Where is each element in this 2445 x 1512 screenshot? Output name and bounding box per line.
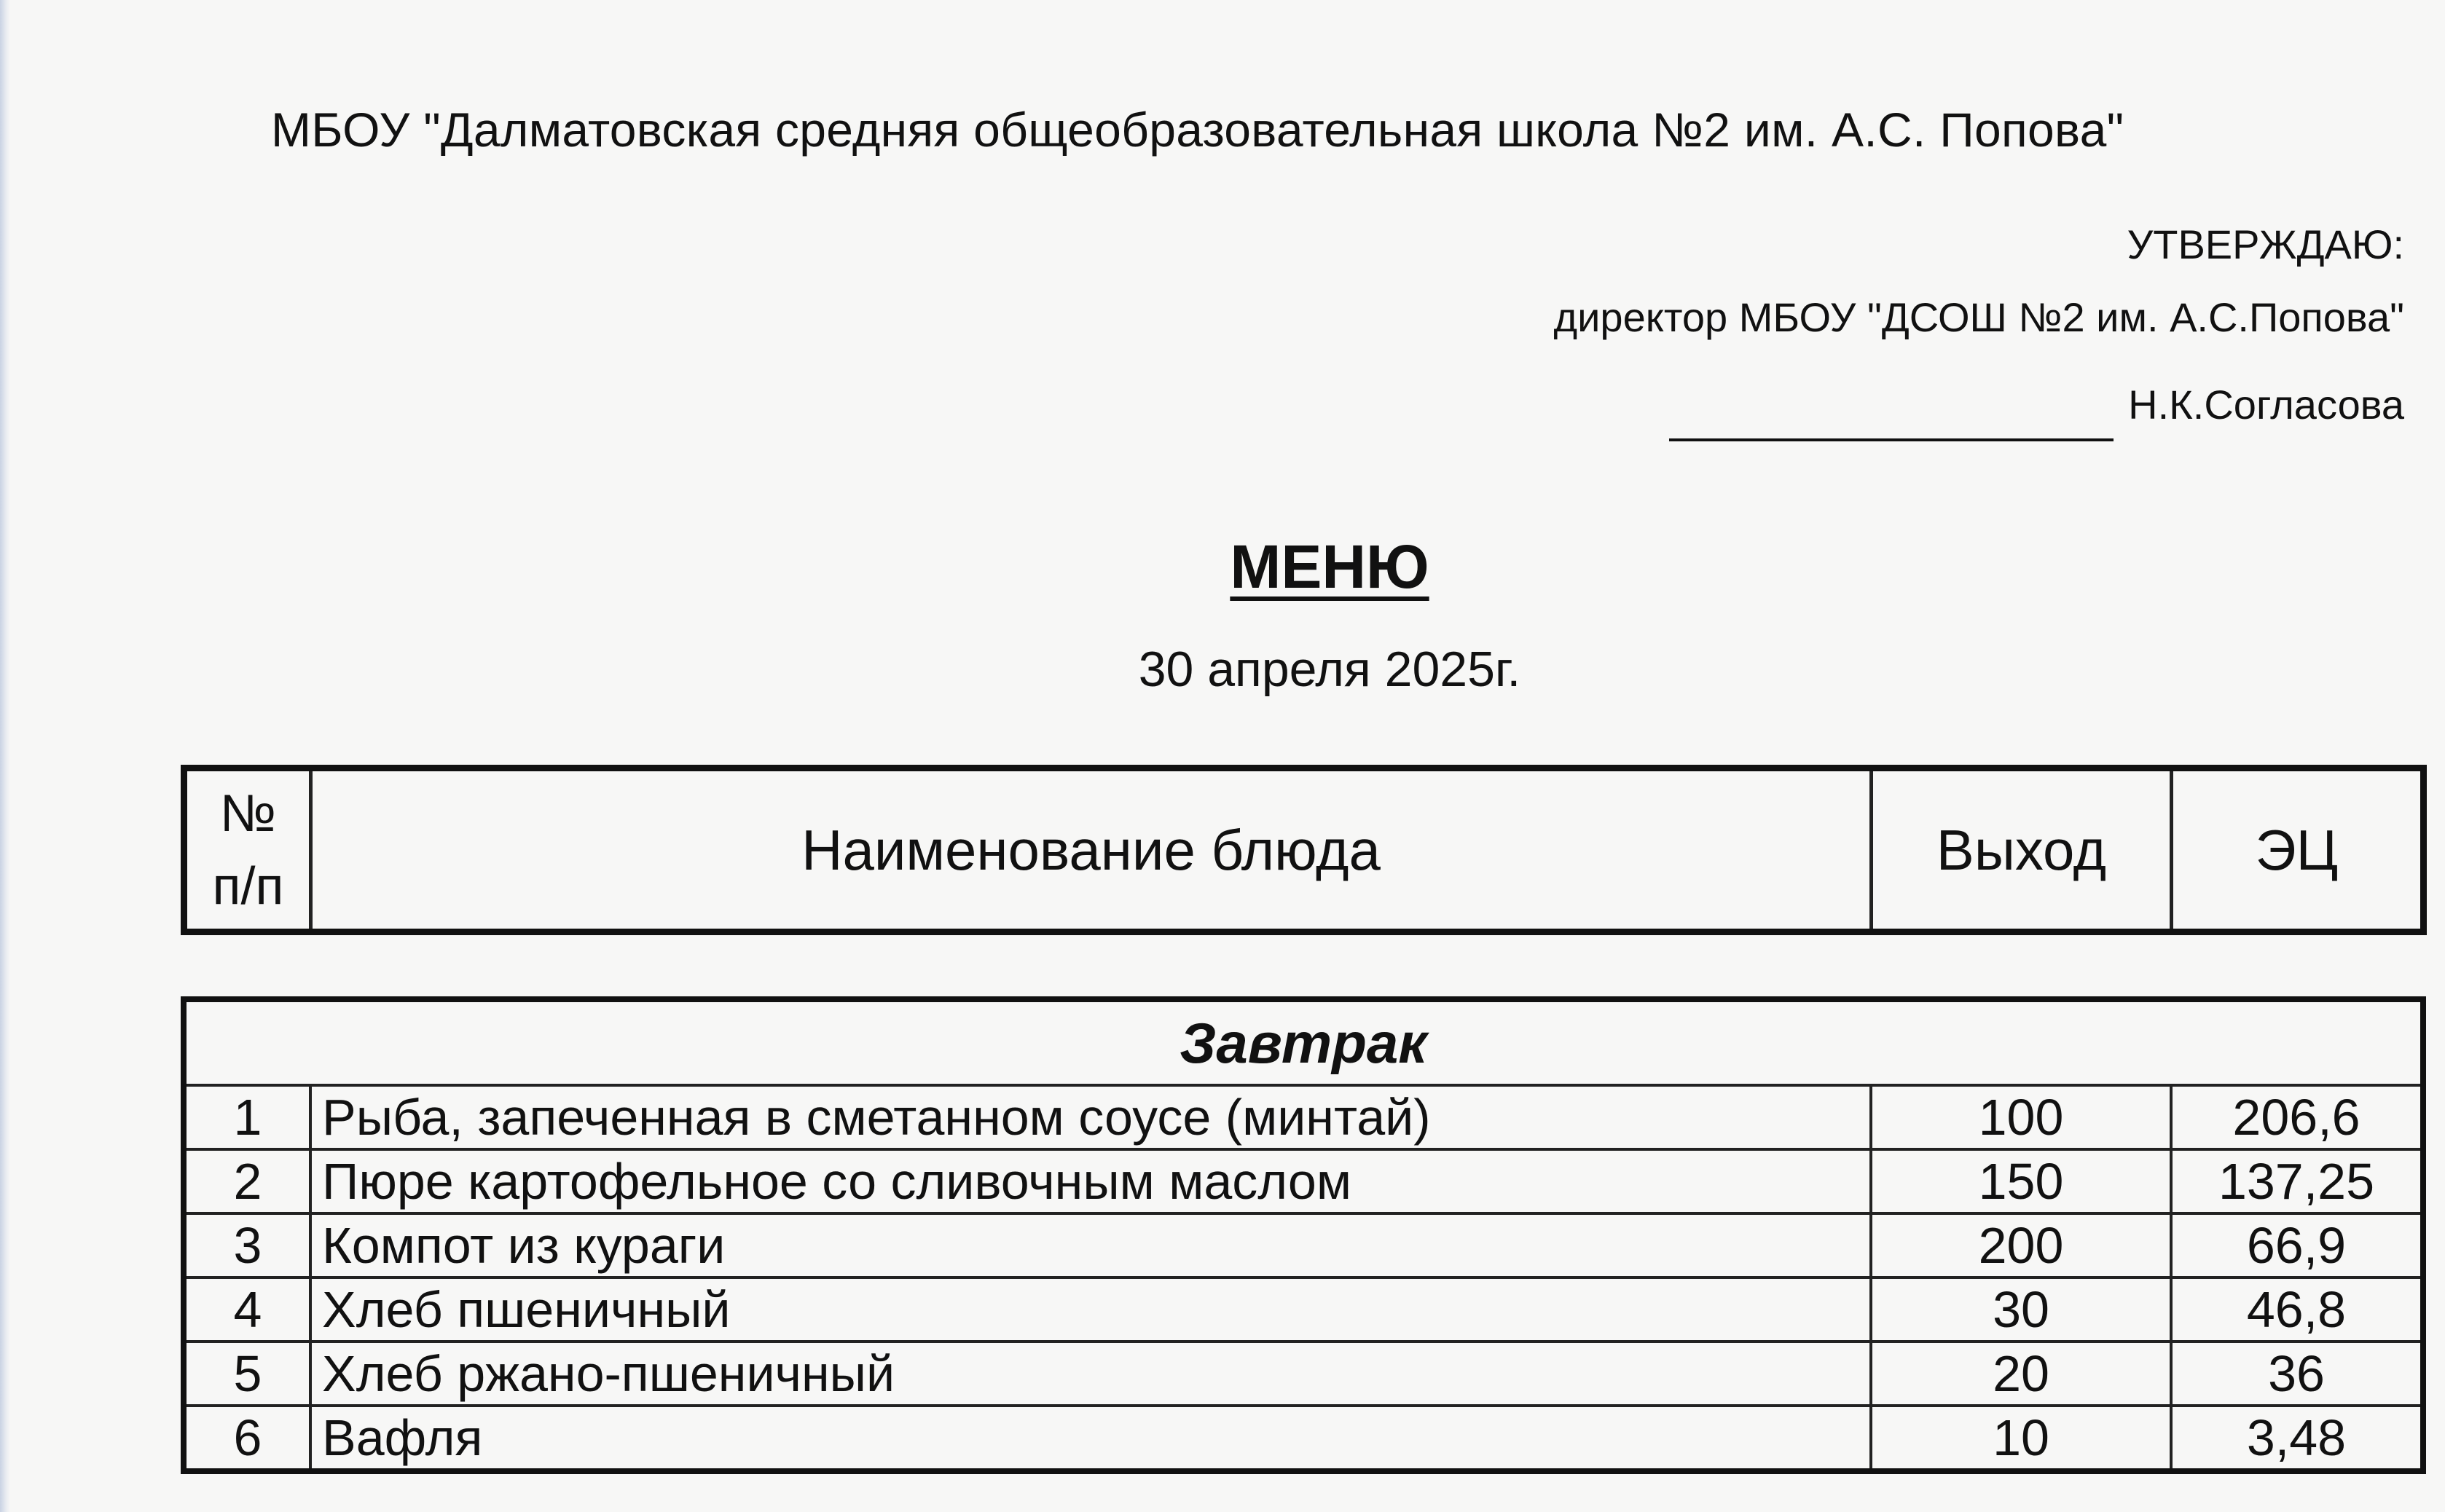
dish-ec: 36 — [2171, 1342, 2423, 1406]
dish-name: Рыба, запеченная в сметанном соусе (минтай) — [310, 1085, 1871, 1149]
signature-line — [1669, 398, 2114, 441]
column-header-yield: Выход — [1872, 768, 2172, 932]
dish-ec: 137,25 — [2171, 1149, 2423, 1213]
table-row — [184, 1085, 2423, 1149]
table-row — [184, 1213, 2423, 1277]
dish-yield: 100 — [1871, 1085, 2171, 1149]
row-number: 6 — [184, 1406, 310, 1471]
header-row — [184, 768, 2424, 932]
approve-label: УТВЕРЖДАЮ: — [2127, 221, 2404, 267]
signature-row — [1553, 369, 2404, 441]
row-number: 5 — [184, 1342, 310, 1406]
dish-name: Хлеб ржано-пшеничный — [310, 1342, 1871, 1406]
dish-yield: 10 — [1871, 1406, 2171, 1471]
dish-name: Вафля — [310, 1406, 1871, 1471]
table-row — [184, 1342, 2423, 1406]
dish-name: Хлеб пшеничный — [310, 1277, 1871, 1342]
column-header-name: Наименование блюда — [311, 768, 1872, 932]
director-line: директор МБОУ "ДСОШ №2 им. А.С.Попова" — [1553, 294, 2404, 340]
dish-yield: 30 — [1871, 1277, 2171, 1342]
dish-ec: 66,9 — [2171, 1213, 2423, 1277]
row-number: 1 — [184, 1085, 310, 1149]
table-row — [184, 1406, 2423, 1471]
column-header-number: № п/п — [212, 784, 284, 916]
dish-ec: 3,48 — [2171, 1406, 2423, 1471]
menu-title: МЕНЮ — [1230, 532, 1429, 601]
signatory-name: Н.К.Согласова — [2128, 382, 2404, 428]
menu-body-table — [181, 996, 2426, 1474]
school-title: МБОУ "Далматовская средняя общеобразовательная школа №2 им. А.С. Попова" — [271, 103, 2124, 157]
column-header-ec: ЭЦ — [2172, 768, 2424, 932]
dish-ec: 206,6 — [2171, 1085, 2423, 1149]
dish-yield: 200 — [1871, 1213, 2171, 1277]
dish-name: Пюре картофельное со сливочным маслом — [310, 1149, 1871, 1213]
dish-name: Компот из кураги — [310, 1213, 1871, 1277]
menu-date: 30 апреля 2025г. — [1138, 642, 1521, 697]
page-edge-shadow — [0, 0, 10, 1512]
row-number: 3 — [184, 1213, 310, 1277]
table-row — [184, 1277, 2423, 1342]
table-row — [184, 1149, 2423, 1213]
menu-header-table — [181, 765, 2427, 935]
row-number: 4 — [184, 1277, 310, 1342]
dish-yield: 150 — [1871, 1149, 2171, 1213]
dish-yield: 20 — [1871, 1342, 2171, 1406]
section-title-breakfast: Завтрак — [184, 999, 2423, 1085]
dish-ec: 46,8 — [2171, 1277, 2423, 1342]
approval-block — [1553, 208, 2404, 441]
row-number: 2 — [184, 1149, 310, 1213]
section-row — [184, 999, 2423, 1085]
